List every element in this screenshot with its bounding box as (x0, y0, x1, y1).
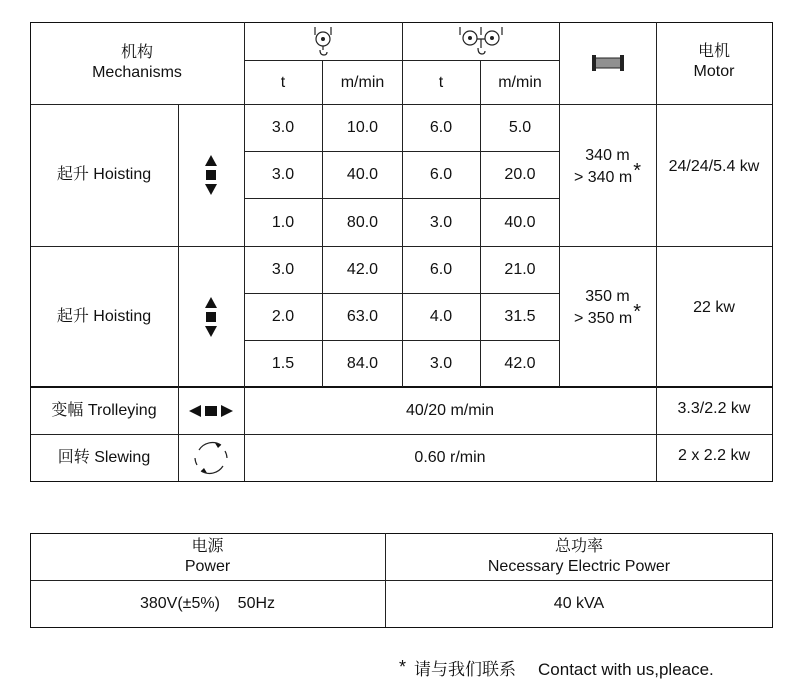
header-col-t: t (438, 73, 444, 91)
double-hook-icon (402, 22, 559, 60)
single-hook-icon (244, 22, 402, 60)
table-cell: 3.0 (429, 213, 453, 231)
table-cell: 6.0 (429, 119, 453, 136)
table-cell: 40.0 (504, 213, 536, 231)
header-mechanisms-cn: 机构 (120, 44, 153, 61)
power-value: 380V(±5%) 50Hz (139, 595, 276, 612)
header-col-speed: m/min (498, 73, 542, 91)
header-mechanisms-en: Mechanisms (92, 64, 182, 81)
height-value-over-text: > 350 m (573, 310, 633, 327)
table-cell: 20.0 (504, 166, 536, 183)
hoisting-2-motor: 22 kw (693, 299, 735, 316)
table-cell: 40.0 (346, 166, 379, 183)
slewing-speed: 0.60 r/min (414, 449, 486, 466)
necessary-power-header-en: Necessary Electric Power (487, 558, 671, 575)
power-header-en: Power (184, 558, 231, 575)
power-table-border-bottom (30, 627, 773, 628)
left-right-arrow-icon (178, 388, 244, 434)
footer-note-cn: 请与我们联系 (414, 660, 517, 679)
table-cell: 31.5 (504, 308, 536, 325)
header-mechanisms (30, 22, 244, 104)
hoisting-2-label: 起升 Hoisting (56, 307, 152, 325)
necessary-power-value: 40 kVA (553, 595, 605, 612)
table-cell: 3.0 (271, 119, 295, 136)
height-value: 340 m (585, 147, 630, 164)
table-border-right (772, 22, 773, 482)
hoisting-1-label: 起升 Hoisting (56, 166, 152, 183)
table-cell: 21.0 (504, 261, 536, 278)
header-col-speed: m/min (340, 73, 385, 91)
height-value-over (573, 160, 642, 188)
table-cell: 3.0 (271, 166, 295, 183)
necessary-power-header (386, 534, 772, 580)
table-cell: 80.0 (346, 213, 379, 231)
power-header (30, 534, 385, 580)
table-cell: 84.0 (346, 354, 379, 372)
table-cell: 6.0 (429, 261, 453, 278)
power-table-border-right (772, 533, 773, 628)
footer-note (398, 655, 714, 680)
trolleying-motor: 3.3/2.2 kw (677, 400, 751, 417)
table-cell: 42.0 (504, 354, 536, 372)
hoisting-2-height (559, 246, 656, 386)
table-cell: 4.0 (429, 308, 453, 325)
header-motor-cn: 电机 (697, 43, 730, 60)
height-value: 350 m (585, 288, 630, 305)
table-cell: 5.0 (508, 119, 532, 136)
table-cell: 2.0 (271, 308, 295, 325)
table-cell: 6.0 (429, 166, 453, 183)
table-cell: 1.0 (271, 213, 295, 231)
table-cell: 63.0 (346, 308, 379, 325)
table-cell: 10.0 (346, 119, 379, 136)
rotation-icon (178, 435, 244, 481)
table-cell: 42.0 (346, 261, 379, 278)
header-col-t: t (280, 73, 286, 91)
slewing-label: 回转 Slewing (57, 449, 151, 466)
rope-drum-icon (559, 22, 656, 104)
header-motor (656, 22, 772, 104)
hoisting-1-motor: 24/24/5.4 kw (668, 158, 760, 175)
height-value-over (573, 301, 642, 329)
header-motor-en: Motor (693, 63, 735, 80)
up-down-arrow-icon (178, 246, 244, 387)
asterisk-mark: * (633, 160, 642, 182)
hoisting-1-height (559, 104, 656, 246)
asterisk-mark: * (399, 657, 407, 677)
power-header-cn: 电源 (191, 538, 224, 555)
footer-note-en: Contact with us,pleace. (538, 660, 714, 679)
up-down-arrow-icon (178, 104, 244, 246)
table-cell: 1.5 (271, 354, 295, 372)
table-cell: 3.0 (271, 261, 295, 278)
necessary-power-header-cn: 总功率 (554, 538, 603, 555)
table-border-bottom (30, 481, 773, 482)
height-value-over-text: > 340 m (573, 169, 633, 186)
asterisk-mark: * (633, 301, 642, 323)
table-cell: 3.0 (429, 354, 453, 372)
slewing-motor: 2 x 2.2 kw (677, 447, 751, 464)
trolleying-label: 变幅 Trolleying (51, 402, 157, 419)
trolleying-speed: 40/20 m/min (405, 402, 495, 419)
